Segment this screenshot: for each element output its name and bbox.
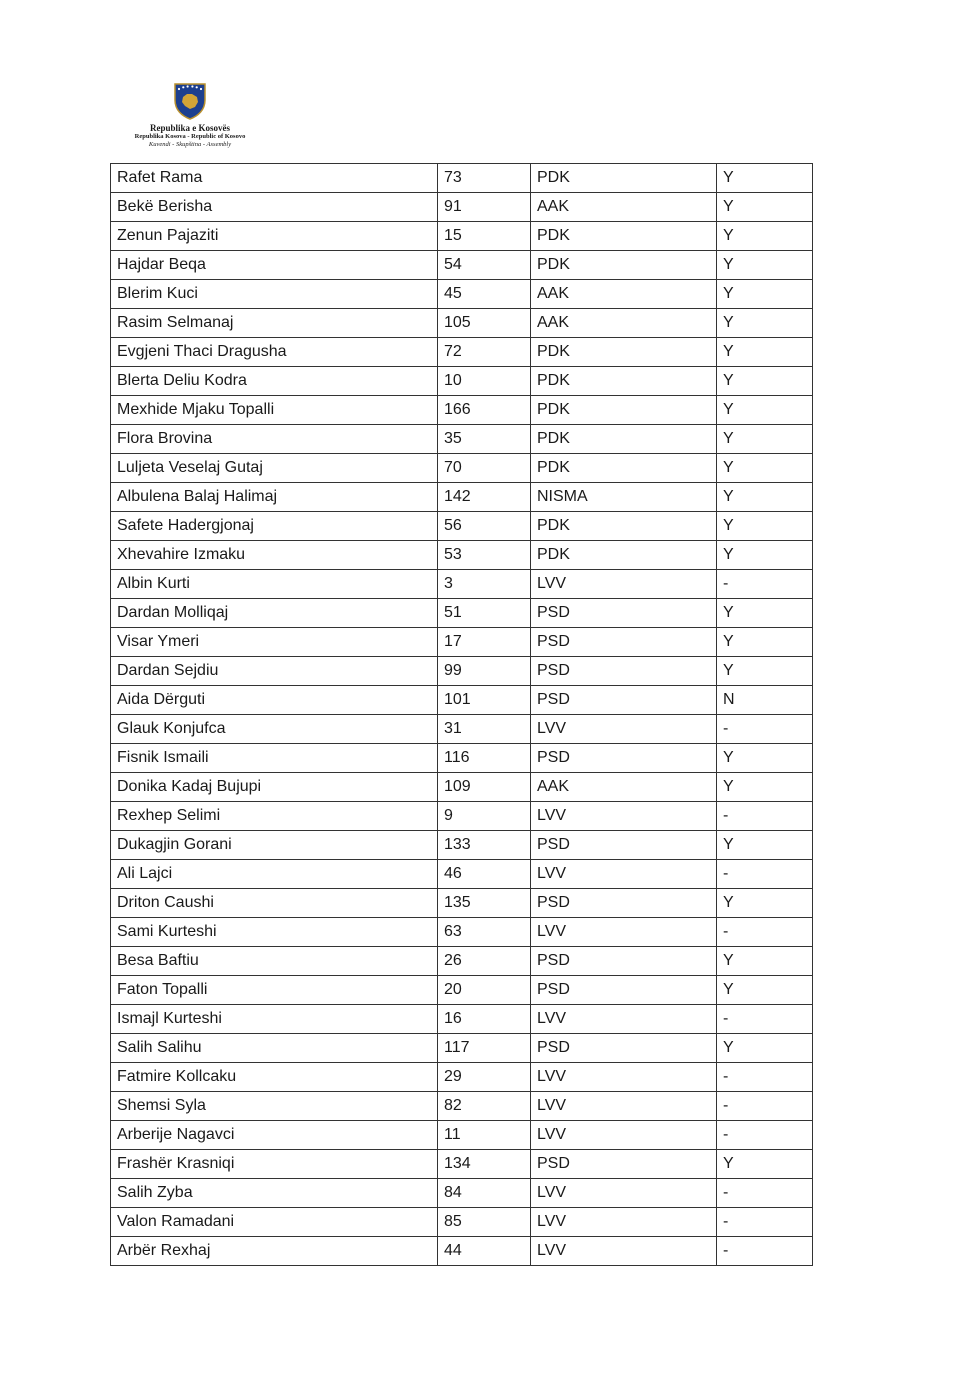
table-row xyxy=(111,483,813,512)
table-row xyxy=(111,309,813,338)
party-cell: AAK xyxy=(531,309,717,338)
table-row xyxy=(111,1034,813,1063)
vote-cell: Y xyxy=(717,657,813,686)
vote-cell: Y xyxy=(717,309,813,338)
member-number-cell: 35 xyxy=(438,425,531,454)
table-row xyxy=(111,541,813,570)
table-row xyxy=(111,512,813,541)
vote-cell: Y xyxy=(717,599,813,628)
party-cell: PSD xyxy=(531,1034,717,1063)
member-name-cell: Valon Ramadani xyxy=(111,1208,438,1237)
member-name-cell: Ismajl Kurteshi xyxy=(111,1005,438,1034)
party-cell: AAK xyxy=(531,280,717,309)
party-cell: NISMA xyxy=(531,483,717,512)
party-cell: AAK xyxy=(531,773,717,802)
header-line-republic-serbian-english: Republika Kosova - Republic of Kosovo xyxy=(134,133,246,140)
member-name-cell: Fatmire Kollcaku xyxy=(111,1063,438,1092)
table-row xyxy=(111,338,813,367)
vote-cell: - xyxy=(717,860,813,889)
member-number-cell: 9 xyxy=(438,802,531,831)
member-number-cell: 72 xyxy=(438,338,531,367)
member-name-cell: Frashër Krasniqi xyxy=(111,1150,438,1179)
member-number-cell: 84 xyxy=(438,1179,531,1208)
member-number-cell: 44 xyxy=(438,1237,531,1266)
member-number-cell: 105 xyxy=(438,309,531,338)
vote-cell: - xyxy=(717,1121,813,1150)
vote-cell: Y xyxy=(717,280,813,309)
member-number-cell: 16 xyxy=(438,1005,531,1034)
vote-cell: N xyxy=(717,686,813,715)
member-number-cell: 99 xyxy=(438,657,531,686)
party-cell: PSD xyxy=(531,657,717,686)
vote-cell: - xyxy=(717,1237,813,1266)
party-cell: PSD xyxy=(531,831,717,860)
vote-cell: - xyxy=(717,1005,813,1034)
table-row xyxy=(111,164,813,193)
member-name-cell: Safete Hadergjonaj xyxy=(111,512,438,541)
party-cell: LVV xyxy=(531,1237,717,1266)
vote-cell: - xyxy=(717,1092,813,1121)
vote-cell: Y xyxy=(717,773,813,802)
party-cell: LVV xyxy=(531,715,717,744)
member-number-cell: 70 xyxy=(438,454,531,483)
kosovo-coat-of-arms-icon xyxy=(172,80,208,120)
vote-cell: Y xyxy=(717,222,813,251)
member-number-cell: 29 xyxy=(438,1063,531,1092)
table-row xyxy=(111,396,813,425)
member-number-cell: 46 xyxy=(438,860,531,889)
member-name-cell: Blerim Kuci xyxy=(111,280,438,309)
party-cell: PSD xyxy=(531,976,717,1005)
table-row xyxy=(111,860,813,889)
member-name-cell: Faton Topalli xyxy=(111,976,438,1005)
vote-cell: - xyxy=(717,1208,813,1237)
vote-cell: - xyxy=(717,1179,813,1208)
member-name-cell: Hajdar Beqa xyxy=(111,251,438,280)
vote-cell: Y xyxy=(717,396,813,425)
vote-cell: Y xyxy=(717,367,813,396)
table-row xyxy=(111,1063,813,1092)
vote-cell: Y xyxy=(717,193,813,222)
party-cell: LVV xyxy=(531,570,717,599)
member-number-cell: 11 xyxy=(438,1121,531,1150)
member-name-cell: Salih Salihu xyxy=(111,1034,438,1063)
member-name-cell: Arbër Rexhaj xyxy=(111,1237,438,1266)
member-name-cell: Salih Zyba xyxy=(111,1179,438,1208)
member-name-cell: Flora Brovina xyxy=(111,425,438,454)
member-name-cell: Glauk Konjufca xyxy=(111,715,438,744)
party-cell: PDK xyxy=(531,164,717,193)
member-number-cell: 117 xyxy=(438,1034,531,1063)
party-cell: PDK xyxy=(531,425,717,454)
member-number-cell: 166 xyxy=(438,396,531,425)
party-cell: LVV xyxy=(531,918,717,947)
table-row xyxy=(111,686,813,715)
party-cell: PSD xyxy=(531,1150,717,1179)
member-name-cell: Sami Kurteshi xyxy=(111,918,438,947)
table-row xyxy=(111,715,813,744)
vote-cell: Y xyxy=(717,831,813,860)
table-row xyxy=(111,628,813,657)
table-row xyxy=(111,425,813,454)
table-row xyxy=(111,251,813,280)
party-cell: PSD xyxy=(531,599,717,628)
vote-cell: - xyxy=(717,570,813,599)
member-number-cell: 20 xyxy=(438,976,531,1005)
member-name-cell: Besa Baftiu xyxy=(111,947,438,976)
member-name-cell: Albulena Balaj Halimaj xyxy=(111,483,438,512)
party-cell: LVV xyxy=(531,1063,717,1092)
party-cell: LVV xyxy=(531,1005,717,1034)
header-line-republic-albanian: Republika e Kosovës xyxy=(149,123,230,133)
table-row xyxy=(111,1150,813,1179)
document-header xyxy=(112,80,268,149)
member-number-cell: 116 xyxy=(438,744,531,773)
vote-cell: Y xyxy=(717,628,813,657)
table-row xyxy=(111,831,813,860)
table-row xyxy=(111,454,813,483)
member-name-cell: Rasim Selmanaj xyxy=(111,309,438,338)
member-number-cell: 133 xyxy=(438,831,531,860)
table-row xyxy=(111,1005,813,1034)
vote-cell: Y xyxy=(717,454,813,483)
table-row xyxy=(111,280,813,309)
party-cell: PDK xyxy=(531,338,717,367)
member-number-cell: 134 xyxy=(438,1150,531,1179)
party-cell: PDK xyxy=(531,251,717,280)
table-row xyxy=(111,1121,813,1150)
member-number-cell: 15 xyxy=(438,222,531,251)
member-name-cell: Albin Kurti xyxy=(111,570,438,599)
table-row xyxy=(111,1208,813,1237)
member-number-cell: 109 xyxy=(438,773,531,802)
member-number-cell: 82 xyxy=(438,1092,531,1121)
party-cell: LVV xyxy=(531,802,717,831)
member-name-cell: Luljeta Veselaj Gutaj xyxy=(111,454,438,483)
vote-cell: Y xyxy=(717,425,813,454)
vote-cell: Y xyxy=(717,976,813,1005)
member-number-cell: 63 xyxy=(438,918,531,947)
table-row xyxy=(111,1237,813,1266)
member-number-cell: 135 xyxy=(438,889,531,918)
table-row xyxy=(111,222,813,251)
member-number-cell: 45 xyxy=(438,280,531,309)
vote-cell: Y xyxy=(717,947,813,976)
member-name-cell: Aida Dërguti xyxy=(111,686,438,715)
party-cell: LVV xyxy=(531,1179,717,1208)
vote-results-table xyxy=(110,163,813,1266)
member-name-cell: Ali Lajci xyxy=(111,860,438,889)
member-name-cell: Xhevahire Izmaku xyxy=(111,541,438,570)
vote-cell: - xyxy=(717,1063,813,1092)
member-number-cell: 54 xyxy=(438,251,531,280)
member-name-cell: Bekë Berisha xyxy=(111,193,438,222)
vote-cell: - xyxy=(717,918,813,947)
party-cell: PDK xyxy=(531,512,717,541)
party-cell: PDK xyxy=(531,454,717,483)
member-name-cell: Arberije Nagavci xyxy=(111,1121,438,1150)
table-row xyxy=(111,773,813,802)
header-line-assembly: Kuvendi - Skupština - Assembly xyxy=(148,141,232,148)
party-cell: PDK xyxy=(531,396,717,425)
table-row xyxy=(111,976,813,1005)
member-number-cell: 56 xyxy=(438,512,531,541)
member-name-cell: Visar Ymeri xyxy=(111,628,438,657)
party-cell: PDK xyxy=(531,541,717,570)
member-name-cell: Dukagjin Gorani xyxy=(111,831,438,860)
party-cell: PDK xyxy=(531,367,717,396)
table-row xyxy=(111,193,813,222)
party-cell: PSD xyxy=(531,744,717,773)
member-name-cell: Zenun Pajaziti xyxy=(111,222,438,251)
party-cell: LVV xyxy=(531,1208,717,1237)
vote-cell: Y xyxy=(717,251,813,280)
vote-cell: - xyxy=(717,802,813,831)
party-cell: LVV xyxy=(531,1092,717,1121)
vote-cell: Y xyxy=(717,1150,813,1179)
vote-cell: - xyxy=(717,715,813,744)
table-row xyxy=(111,1092,813,1121)
vote-cell: Y xyxy=(717,483,813,512)
member-number-cell: 91 xyxy=(438,193,531,222)
vote-cell: Y xyxy=(717,744,813,773)
party-cell: PSD xyxy=(531,628,717,657)
member-name-cell: Blerta Deliu Kodra xyxy=(111,367,438,396)
member-name-cell: Dardan Molliqaj xyxy=(111,599,438,628)
member-name-cell: Rafet Rama xyxy=(111,164,438,193)
member-number-cell: 142 xyxy=(438,483,531,512)
vote-cell: Y xyxy=(717,1034,813,1063)
party-cell: PDK xyxy=(531,222,717,251)
vote-cell: Y xyxy=(717,512,813,541)
party-cell: AAK xyxy=(531,193,717,222)
member-number-cell: 31 xyxy=(438,715,531,744)
vote-cell: Y xyxy=(717,889,813,918)
member-name-cell: Rexhep Selimi xyxy=(111,802,438,831)
table-row xyxy=(111,744,813,773)
member-number-cell: 10 xyxy=(438,367,531,396)
member-number-cell: 85 xyxy=(438,1208,531,1237)
member-name-cell: Shemsi Syla xyxy=(111,1092,438,1121)
member-number-cell: 73 xyxy=(438,164,531,193)
member-name-cell: Driton Caushi xyxy=(111,889,438,918)
party-cell: PSD xyxy=(531,686,717,715)
member-number-cell: 101 xyxy=(438,686,531,715)
vote-cell: Y xyxy=(717,541,813,570)
member-name-cell: Donika Kadaj Bujupi xyxy=(111,773,438,802)
member-name-cell: Fisnik Ismaili xyxy=(111,744,438,773)
table-row xyxy=(111,889,813,918)
party-cell: LVV xyxy=(531,860,717,889)
member-number-cell: 53 xyxy=(438,541,531,570)
table-row xyxy=(111,1179,813,1208)
member-name-cell: Evgjeni Thaci Dragusha xyxy=(111,338,438,367)
table-row xyxy=(111,918,813,947)
vote-cell: Y xyxy=(717,338,813,367)
member-name-cell: Dardan Sejdiu xyxy=(111,657,438,686)
member-name-cell: Mexhide Mjaku Topalli xyxy=(111,396,438,425)
party-cell: PSD xyxy=(531,947,717,976)
table-row xyxy=(111,947,813,976)
table-row xyxy=(111,599,813,628)
vote-cell: Y xyxy=(717,164,813,193)
table-row xyxy=(111,570,813,599)
table-row xyxy=(111,367,813,396)
member-number-cell: 17 xyxy=(438,628,531,657)
party-cell: LVV xyxy=(531,1121,717,1150)
party-cell: PSD xyxy=(531,889,717,918)
table-row xyxy=(111,802,813,831)
member-number-cell: 26 xyxy=(438,947,531,976)
member-number-cell: 3 xyxy=(438,570,531,599)
table-row xyxy=(111,657,813,686)
member-number-cell: 51 xyxy=(438,599,531,628)
